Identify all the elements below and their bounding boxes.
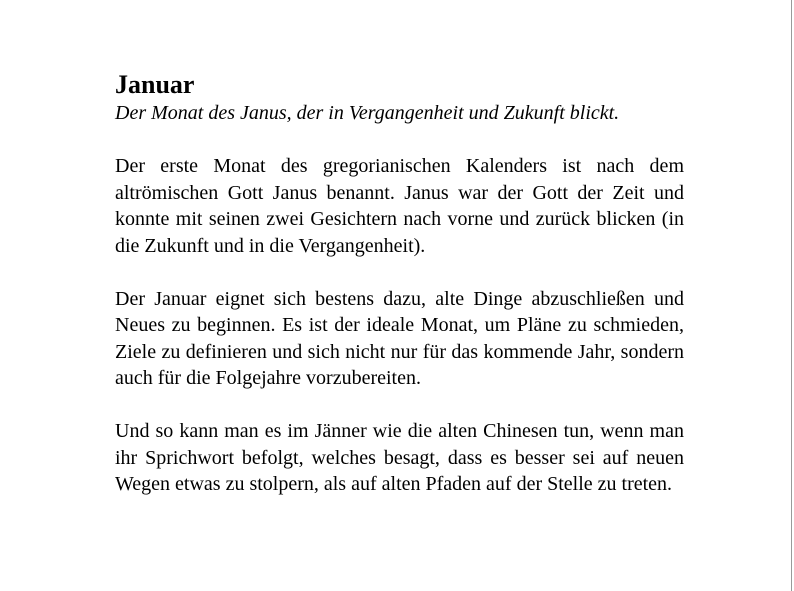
paragraph-2: Der Januar eignet sich bestens dazu, alte Dinge abzuschließen und Neues zu beginnen. Es ist der ideale Monat, um Pläne zu schmieden, Ziele zu definieren und sich nicht nur für das kommende Jahr, sondern auch für die Folgejahre vorzubereiten. xyxy=(115,287,684,389)
paragraph-1: Der erste Monat des gregorianischen Kalenders ist nach dem altrömischen Gott Janus benannt. Janus war der Gott der Zeit und konnte mit seinen zwei Gesichtern nach vorne und zurück blicken (in die Zukunft und in die Vergangenheit). xyxy=(115,155,684,257)
page-edge-divider xyxy=(791,0,792,591)
paragraph-3: Und so kann man es im Jänner wie die alten Chinesen tun, wenn man ihr Sprichwort befolgt, welches besagt, dass es besser sei auf neuen Wegen etwas zu stolpern, als auf alten Pfaden auf der Stelle zu treten. xyxy=(115,420,684,495)
document-title: Januar xyxy=(115,70,195,99)
document-subtitle: Der Monat des Janus, der in Vergangenheit und Zukunft blickt. xyxy=(115,102,620,124)
document-content xyxy=(115,70,684,524)
